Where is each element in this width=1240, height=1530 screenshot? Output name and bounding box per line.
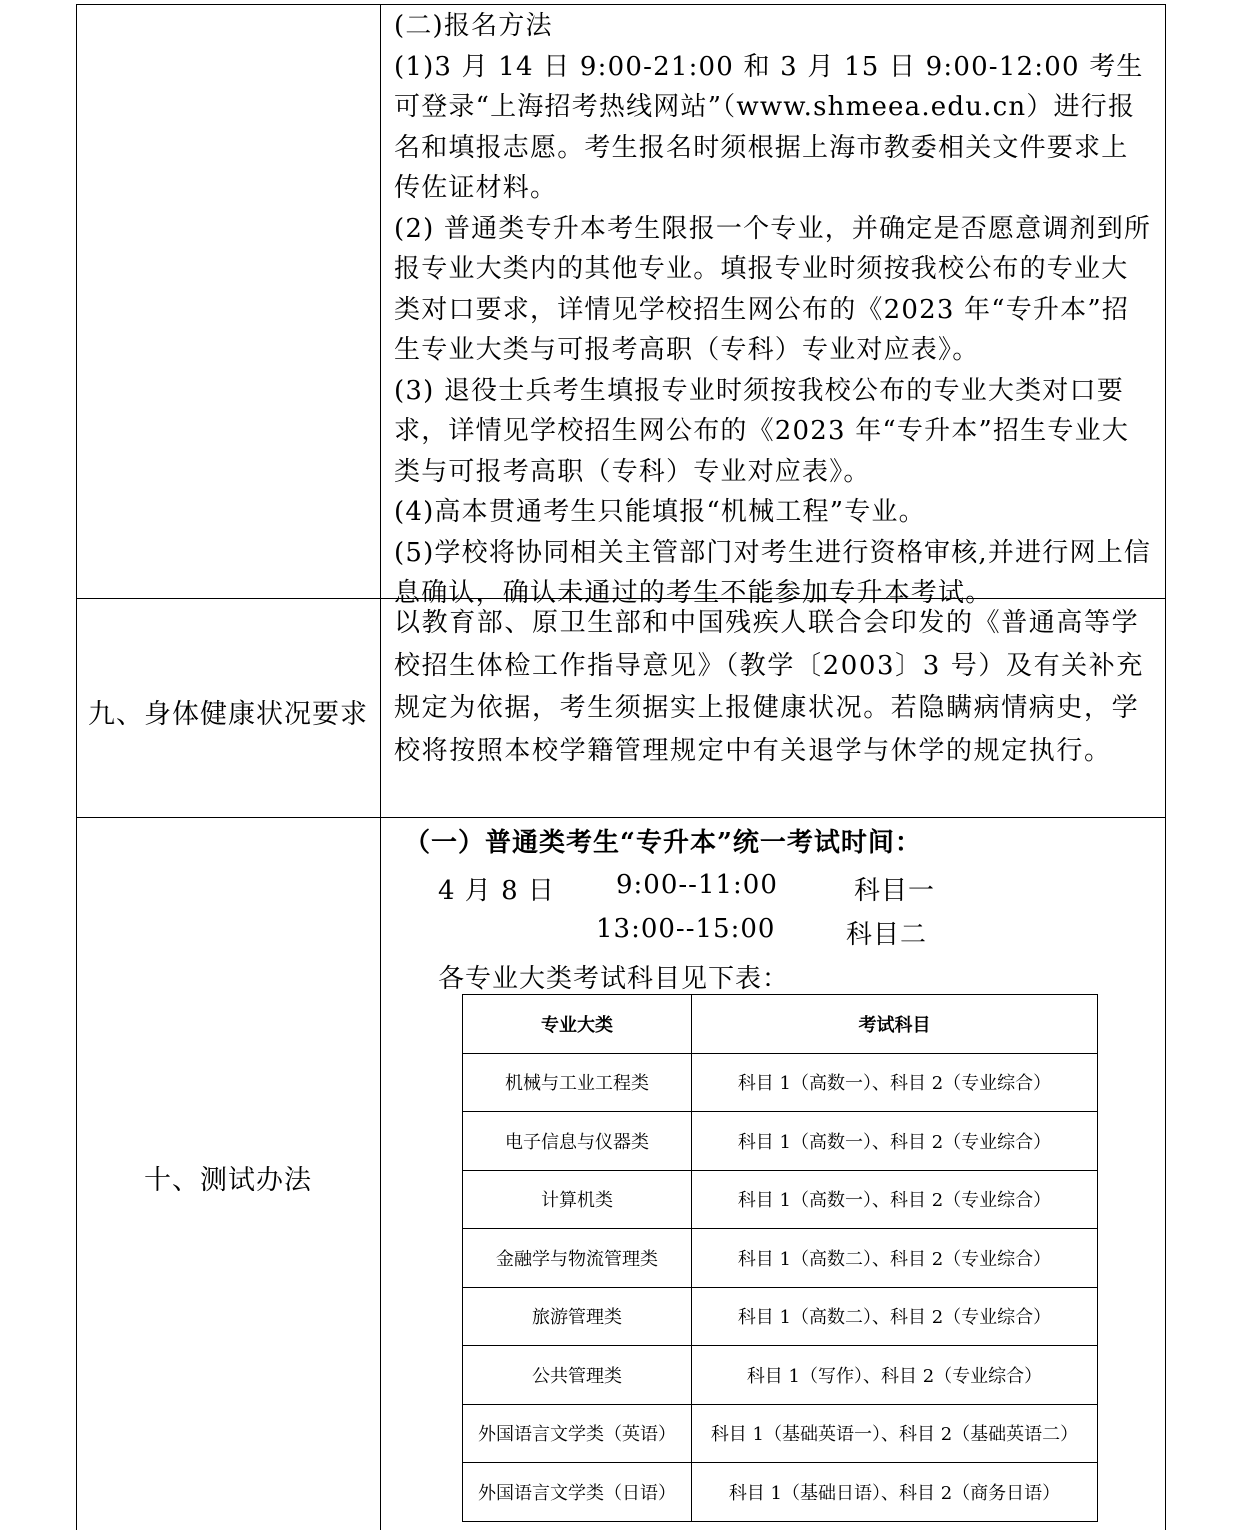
table-row [463,1053,1098,1112]
table-row [463,1112,1098,1171]
table-row [463,1170,1098,1229]
subject-table-intro: 各专业大类考试科目见下表： [438,964,790,994]
major-category-cell: 电子信息与仪器类 [463,1112,692,1171]
major-category-cell: 外国语言文学类（英语） [463,1404,692,1463]
exam-subjects-cell: 科目 1（基础日语）、科目 2（商务日语） [692,1463,1098,1522]
exam-subject-2: 科目二 [846,920,928,950]
table-row [463,1404,1098,1463]
registration-heading: (二)报名方法 [394,11,553,41]
major-category-cell: 外国语言文学类（日语） [463,1463,692,1522]
major-category-cell: 机械与工业工程类 [463,1053,692,1112]
column-divider [380,4,381,1530]
registration-item-1: (1)3 月 14 日 9:00-21:00 和 3 月 15 日 9:00-12:00 考生可登录“上海招考热线网站”（www.shmeea.edu.cn）进行报名和填报志愿。考生报名时须根据上海市教委相关文件要求上传佐证材料。 [394,51,1144,203]
registration-item-5: (5)学校将协同相关主管部门对考生进行资格审核,并进行网上信息确认，确认未通过的考生不能参加专升本考试。 [394,537,1152,608]
exam-schedule-title: （一）普通类考生“专升本”统一考试时间： [404,828,922,858]
registration-item-3: (3) 退役士兵考生填报专业时须按我校公布的专业大类对口要求，详情见学校招生网公布的《2023 年“专升本”招生专业大类与可报考高职（专科）专业对应表》。 [394,375,1130,487]
exam-subjects-cell: 科目 1（基础英语一）、科目 2（基础英语二） [692,1404,1098,1463]
exam-time-1: 9:00--11:00 [616,870,778,900]
major-category-cell: 计算机类 [463,1170,692,1229]
exam-subjects-cell: 科目 1（高数一）、科目 2（专业综合） [692,1053,1098,1112]
table-row [463,1229,1098,1288]
health-requirement-text: 以教育部、原卫生部和中国残疾人联合会印发的《普通高等学校招生体检工作指导意见》（教学〔2003〕3 号）及有关补充规定为依据，考生须据实上报健康状况。若隐瞒病情病史，学校将按照本校学籍管理规定中有关退学与休学的规定执行。 [394,608,1144,766]
test-method-label: 十、测试办法 [144,1165,312,1196]
health-requirement-label: 九、身体健康状况要求 [88,699,368,730]
registration-item-2: (2) 普通类专升本考生限报一个专业，并确定是否愿意调剂到所报专业大类内的其他专业。填报专业时须按我校公布的专业大类对口要求，详情见学校招生网公布的《2023 年“专升本”招生专业大类与可报考高职（专科）专业对应表》。 [394,213,1152,365]
exam-subjects-cell: 科目 1（写作）、科目 2（专业综合） [692,1346,1098,1405]
exam-subjects-cell: 科目 1（高数一）、科目 2（专业综合） [692,1112,1098,1171]
row-divider-10 [76,817,1166,818]
major-category-cell: 旅游管理类 [463,1287,692,1346]
exam-time-2: 13:00--15:00 [596,914,776,944]
exam-subjects-cell: 科目 1（高数二）、科目 2（专业综合） [692,1229,1098,1288]
major-category-cell: 公共管理类 [463,1346,692,1405]
table-row [463,1346,1098,1405]
major-category-cell: 金融学与物流管理类 [463,1229,692,1288]
exam-subject-1: 科目一 [854,876,936,906]
table-header-row [463,995,1098,1054]
table-row [463,1463,1098,1522]
table-row [463,1287,1098,1346]
exam-subjects-cell: 科目 1（高数二）、科目 2（专业综合） [692,1287,1098,1346]
section-registration-method [394,6,1154,614]
header-major-category: 专业大类 [463,995,692,1054]
exam-subjects-cell: 科目 1（高数一）、科目 2（专业综合） [692,1170,1098,1229]
exam-date: 4 月 8 日 [438,876,555,906]
header-exam-subjects: 考试科目 [692,995,1098,1054]
exam-subject-table [462,994,1098,1522]
registration-item-4: (4)高本贯通考生只能填报“机械工程”专业。 [394,497,926,527]
